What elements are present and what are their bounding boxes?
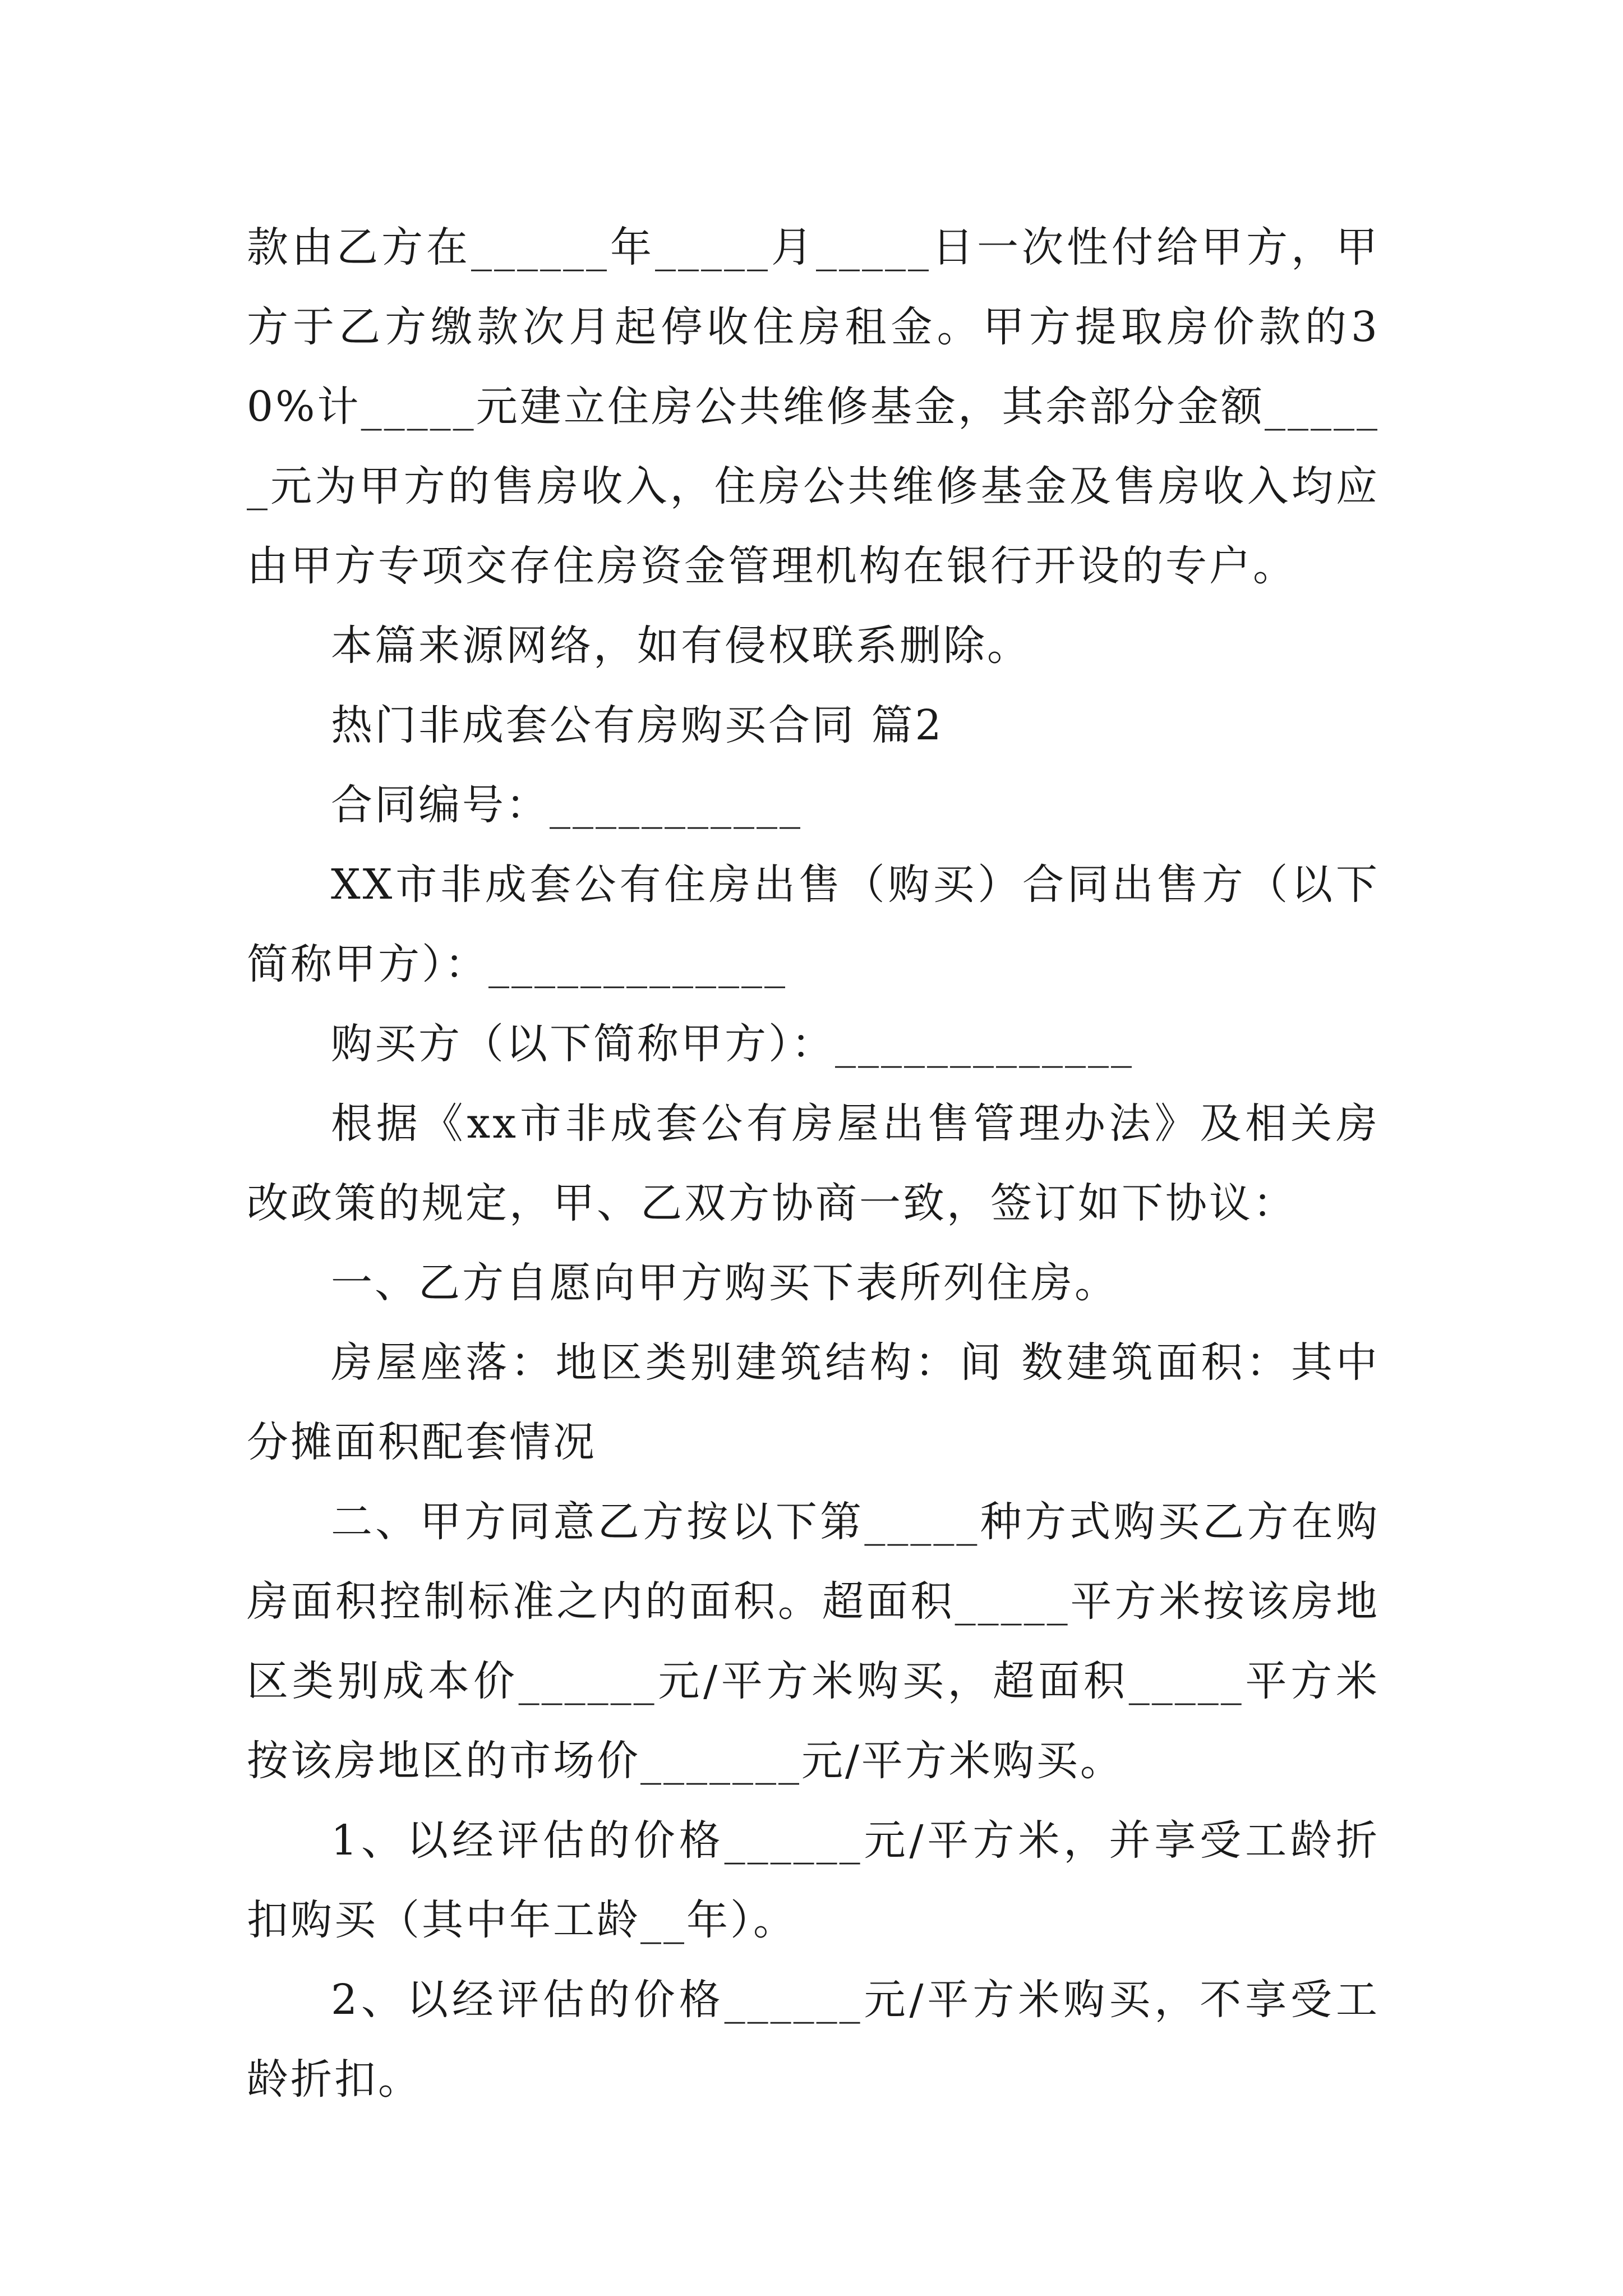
- paragraph-property-info: 房屋座落：地区类别建筑结构：间 数建筑面积：其中分摊面积配套情况: [247, 1338, 1380, 1466]
- paragraph-basis: 根据《xx市非成套公有房屋出售管理办法》及相关房改政策的规定，甲、乙双方协商一致，签订如下协议：: [247, 1099, 1380, 1227]
- paragraph-clause-two: 二、甲方同意乙方按以下第_____种方式购买乙方在购房面积控制标准之内的面积。超面积_____平方米按该房地区类别成本价______元/平方米购买，超面积_____平方米按该房地区的市场价_______元/平方米购买。: [247, 1498, 1380, 1785]
- paragraph-buyer: 购买方（以下简称甲方）：_____________: [331, 1020, 1134, 1068]
- paragraph-source-note: 本篇来源网络，如有侵权联系删除。: [331, 622, 1031, 670]
- paragraph-payment-terms: 款由乙方在______年_____月_____日一次性付给甲方，甲方于乙方缴款次月起停收住房租金。甲方提取房价款的30%计_____元建立住房公共维修基金，其余部分金额______元为甲方的售房收入，住房公共维修基金及售房收入均应由甲方专项交存住房资金管理机构在银行开设的专户。: [247, 223, 1380, 590]
- paragraph-option-one: 1、以经评估的价格______元/平方米，并享受工龄折扣购买（其中年工龄__年）。: [247, 1816, 1380, 1944]
- paragraph-section-title: 热门非成套公有房购买合同 篇2: [331, 701, 944, 749]
- paragraph-option-two: 2、以经评估的价格______元/平方米购买，不享受工龄折扣。: [247, 1976, 1380, 2104]
- document-body: [247, 208, 1380, 2119]
- paragraph-clause-one: 一、乙方自愿向甲方购买下表所列住房。: [331, 1259, 1118, 1307]
- paragraph-contract-number: 合同编号：___________: [331, 781, 803, 829]
- paragraph-seller: XX市非成套公有住房出售（购买）合同出售方（以下简称甲方）：_____________: [247, 861, 1380, 988]
